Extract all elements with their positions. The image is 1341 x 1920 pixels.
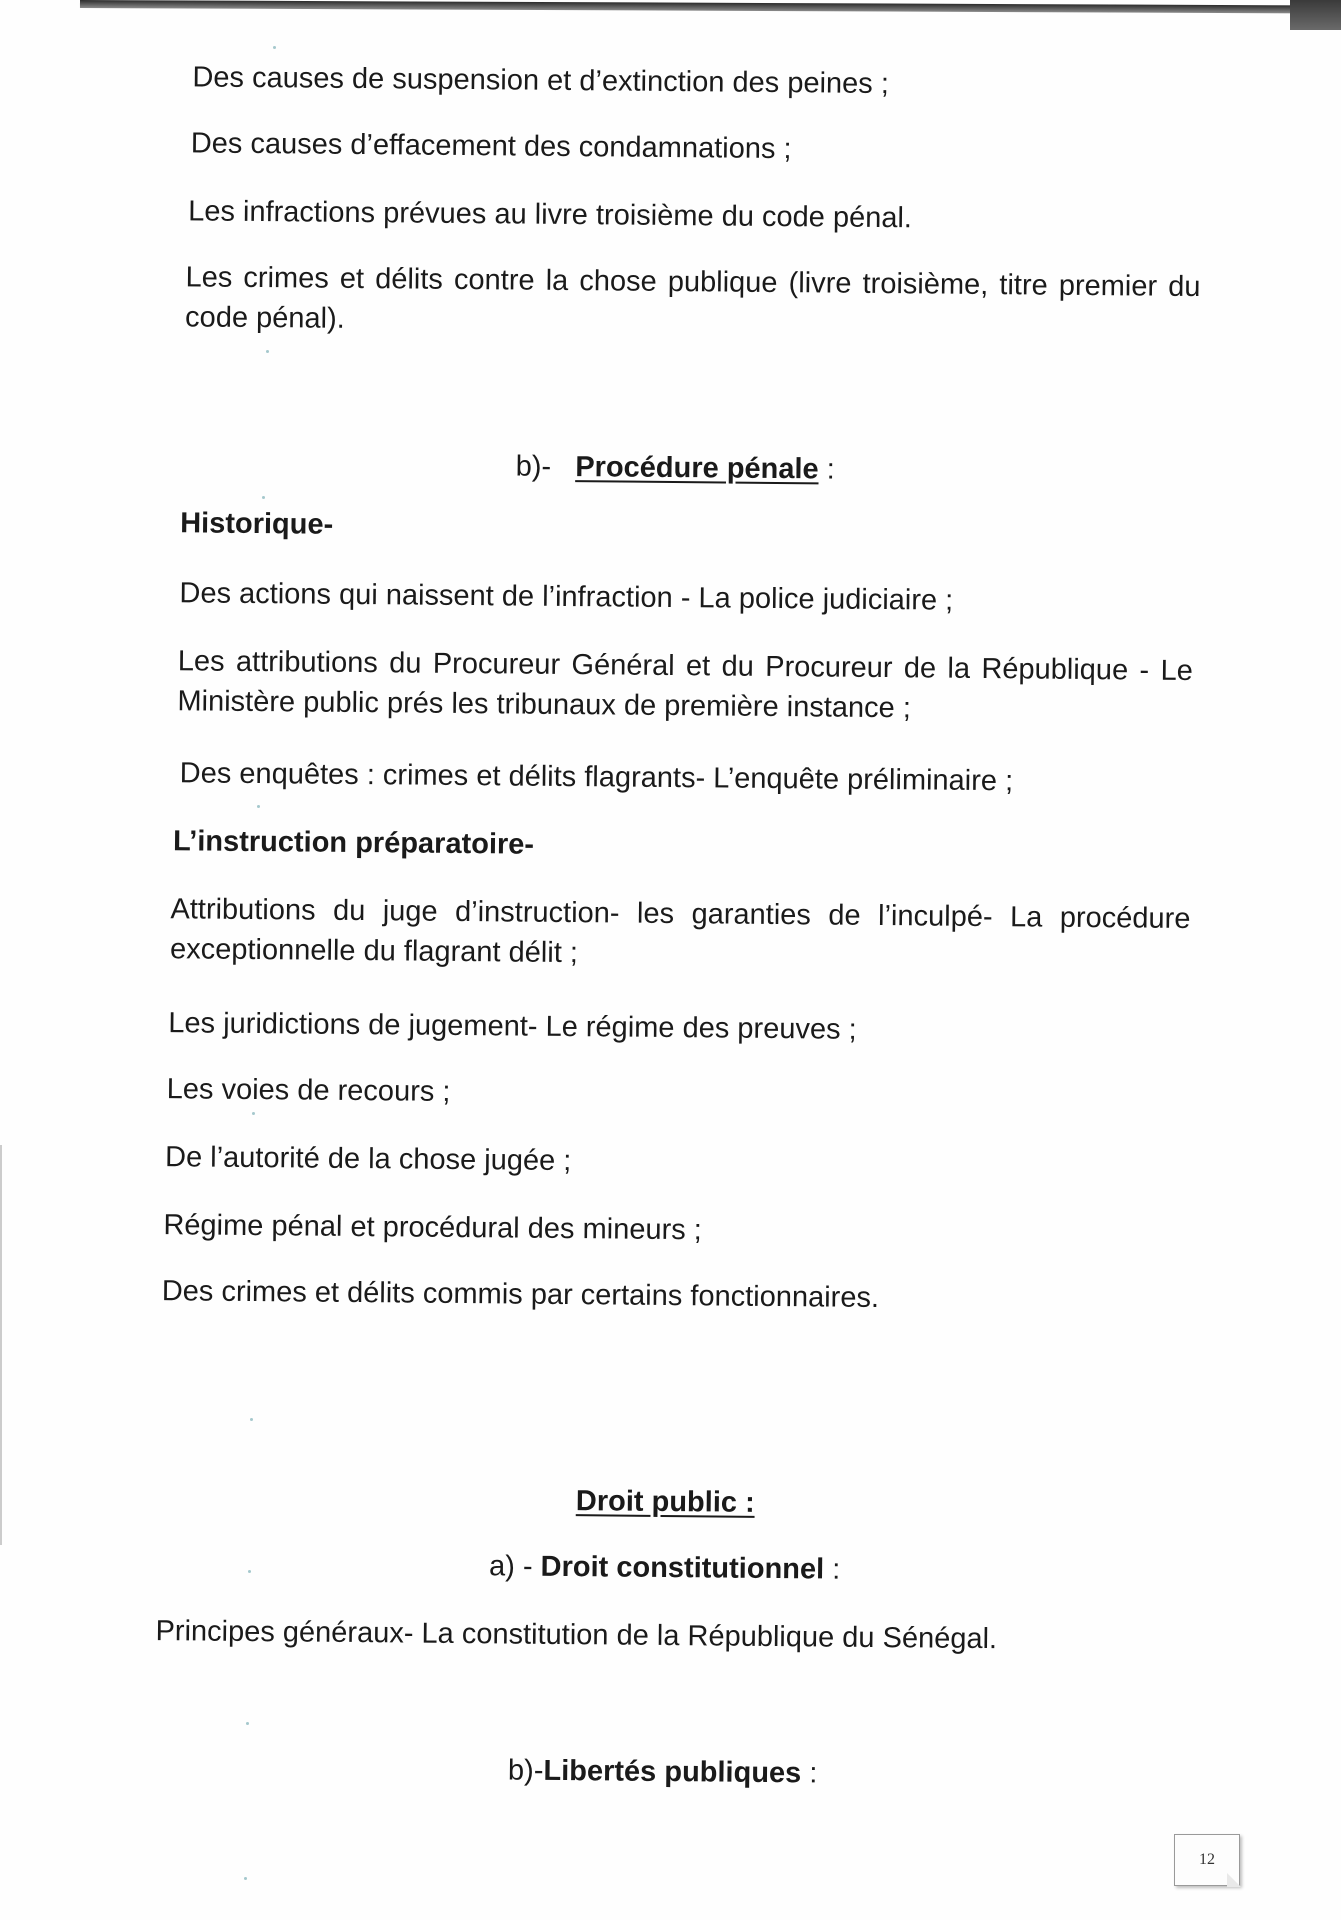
list-item: Les attributions du Procureur Général et du Procureur de la République - Le Ministère public prés les tribunaux de première instance ; xyxy=(177,645,1193,725)
list-item: Les juridictions de jugement- Le régime des preuves ; xyxy=(168,1007,857,1046)
text-paragraph: Les crimes et délits contre la chose publique (livre troisième, titre premier du code pénal). xyxy=(184,261,1201,335)
section-prefix: b)- xyxy=(515,450,552,483)
list-item: Des enquêtes : crimes et délits flagrants- L’enquête préliminaire ; xyxy=(179,757,1014,798)
list-item: Régime pénal et procédural des mineurs ; xyxy=(163,1209,702,1247)
page-number xyxy=(1174,1834,1240,1886)
subsection-suffix: : xyxy=(809,1757,818,1790)
list-item: Attributions du juge d’instruction- les garanties de l’inculpé- La procédure exceptionnelle du flagrant délit ; xyxy=(169,893,1191,970)
list-item: De l’autorité de la chose jugée ; xyxy=(164,1141,572,1178)
subheading-historique: Historique- xyxy=(180,507,334,541)
page-curl-icon xyxy=(1227,1873,1241,1887)
list-item: Des crimes et délits commis par certains fonctionnaires. xyxy=(161,1275,880,1315)
list-item: Les voies de recours ; xyxy=(166,1073,451,1108)
text-line: Des causes d’effacement des condamnations ; xyxy=(190,127,792,166)
subheading-instruction: L’instruction préparatoire- xyxy=(172,825,535,861)
subsection-suffix: : xyxy=(832,1553,841,1586)
list-item: Des actions qui naissent de l’infraction - La police judiciaire ; xyxy=(179,577,954,617)
subsection-heading-droit-constitutionnel xyxy=(0,1542,1335,1595)
section-title: Procédure pénale xyxy=(575,451,819,486)
subsection-title: Libertés publiques xyxy=(543,1754,802,1790)
subsection-prefix: b)- xyxy=(507,1754,544,1787)
section-suffix: : xyxy=(826,453,835,486)
text-line: Des causes de suspension et d’extinction des peines ; xyxy=(192,61,890,101)
section-heading-droit-public xyxy=(0,1476,1336,1529)
page-number-text: 12 xyxy=(1199,1851,1215,1868)
text-line: Principes généraux- La constitution de la République du Sénégal. xyxy=(155,1615,998,1656)
subsection-prefix: a) - xyxy=(488,1550,533,1583)
text-line: Les infractions prévues au livre troisième du code pénal. xyxy=(188,195,913,235)
section-title: Droit public : xyxy=(575,1485,755,1519)
section-heading-procedure-penale xyxy=(5,442,1341,495)
subsection-title: Droit constitutionnel xyxy=(540,1550,825,1586)
subsection-heading-libertes-publiques xyxy=(0,1746,1333,1799)
